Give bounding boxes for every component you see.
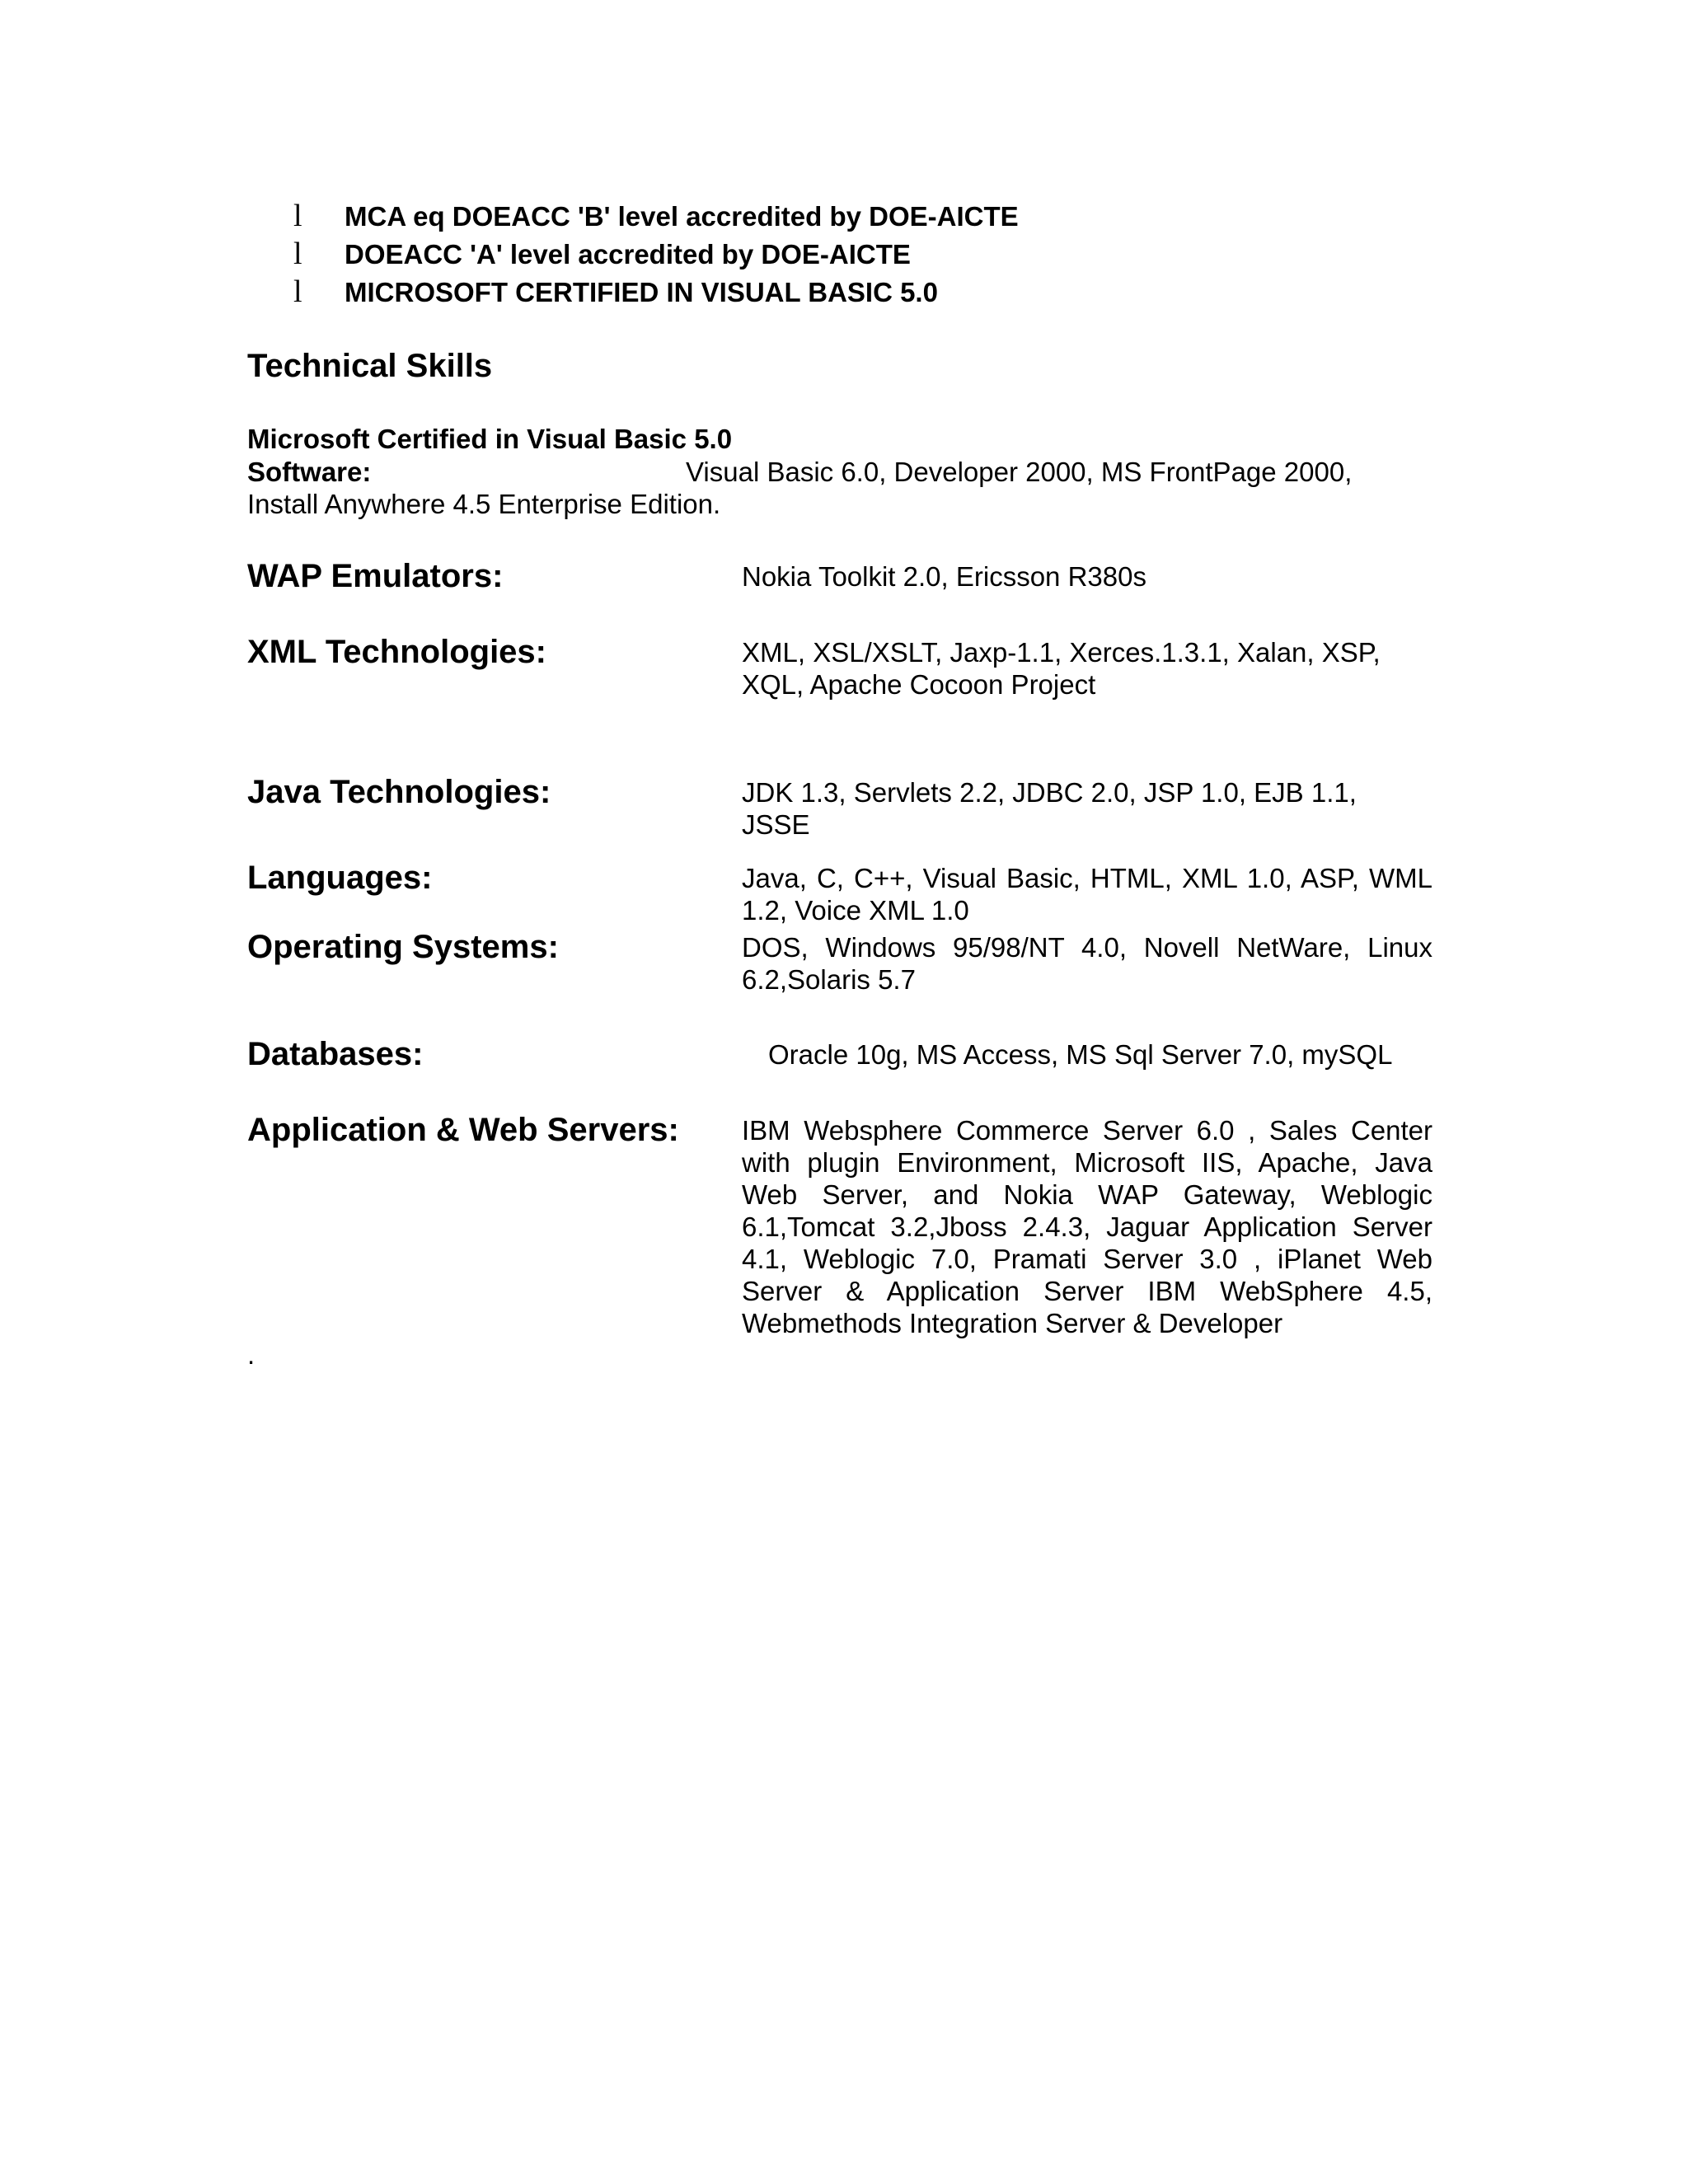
skill-row-wap [247, 557, 1442, 595]
microsoft-cert-line: Microsoft Certified in Visual Basic 5.0 [247, 424, 733, 454]
skill-label: Databases: [247, 1036, 424, 1072]
skill-row-os [247, 928, 1442, 996]
skill-value: XML, XSL/XSLT, Jaxp-1.1, Xerces.1.3.1, Xalan, XSP, XQL, Apache Cocoon Project [742, 637, 1381, 700]
skill-label: Application & Web Servers: [247, 1112, 679, 1148]
software-line-1 [247, 456, 1442, 488]
skill-value: Nokia Toolkit 2.0, Ericsson R380s [742, 561, 1146, 592]
bullet-icon: l [293, 237, 302, 271]
bullet-icon: l [293, 274, 302, 309]
software-label: Software: [247, 457, 372, 487]
skill-label: Java Technologies: [247, 774, 551, 810]
skill-label: WAP Emulators: [247, 558, 504, 594]
skill-value: DOS, Windows 95/98/NT 4.0, Novell NetWare, Linux 6.2,Solaris 5.7 [742, 932, 1432, 995]
section-title-technical-skills: Technical Skills [247, 348, 493, 384]
list-item [293, 274, 1019, 312]
certification-text: MCA eq DOEACC 'B' level accredited by DOE-AICTE [345, 201, 1019, 232]
certification-text: DOEACC 'A' level accredited by DOE-AICTE [345, 239, 911, 269]
skill-row-databases [247, 1035, 1442, 1073]
skill-value: Java, C, C++, Visual Basic, HTML, XML 1.0, ASP, WML 1.2, Voice XML 1.0 [742, 863, 1432, 926]
skill-row-languages [247, 859, 1442, 926]
skill-label: XML Technologies: [247, 634, 546, 670]
skill-value: IBM Websphere Commerce Server 6.0 , Sales Center with plugin Environment, Microsoft IIS, Apache, Java Web Server, and Nokia WAP Gateway, Weblogic 6.1,Tomcat 3.2,Jboss 2.4.3, Jaguar Application Server 4.1, Weblogic 7.0, Pramati Server 3.0 , iPlanet Web Server & Application Server IBM WebSphere 4.5, Webmethods Integration Server & Developer [742, 1115, 1432, 1338]
skill-row-xml [247, 633, 1442, 701]
skill-row-java [247, 773, 1442, 841]
list-item [293, 198, 1019, 236]
trailing-mark: . [247, 1339, 256, 1370]
list-item [293, 236, 1019, 274]
skill-label: Languages: [247, 860, 433, 896]
software-block [247, 456, 1442, 520]
certification-text: MICROSOFT CERTIFIED IN VISUAL BASIC 5.0 [345, 277, 938, 307]
skill-value: Oracle 10g, MS Access, MS Sql Server 7.0, mySQL [768, 1039, 1393, 1070]
skill-row-servers [247, 1111, 1442, 1339]
bullet-icon: l [293, 199, 302, 233]
software-line-2: Install Anywhere 4.5 Enterprise Edition. [247, 489, 721, 519]
skill-value: JDK 1.3, Servlets 2.2, JDBC 2.0, JSP 1.0, EJB 1.1, JSSE [742, 777, 1357, 840]
skill-label: Operating Systems: [247, 929, 559, 965]
software-value: Visual Basic 6.0, Developer 2000, MS FrontPage 2000, [686, 457, 1353, 487]
certification-list [293, 198, 1019, 312]
